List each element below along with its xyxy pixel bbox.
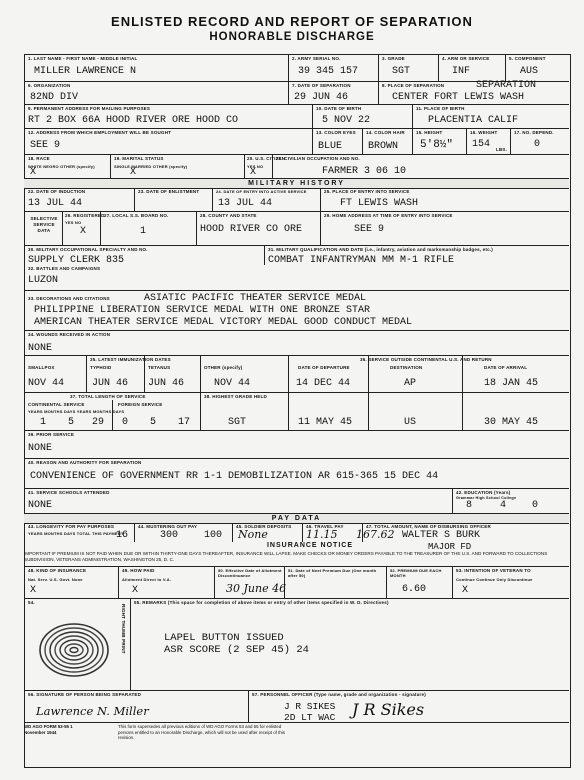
label-smallpox: SMALLPOX bbox=[28, 365, 55, 370]
rule bbox=[24, 104, 569, 105]
remarks-line-2: ASR SCORE (2 SEP 45) 24 bbox=[164, 644, 309, 656]
label-how-paid: 49. HOW PAID bbox=[122, 568, 155, 573]
label-total-amount: 47. TOTAL AMOUNT, NAME OF DISBURSING OFFICER bbox=[366, 524, 491, 529]
thumb-print-label: RIGHT THUMB PRINT bbox=[121, 604, 126, 654]
label-race: 18. RACE bbox=[28, 156, 50, 161]
label-organization: 6. ORGANIZATION bbox=[28, 83, 71, 88]
divider bbox=[505, 54, 506, 81]
divider bbox=[62, 211, 63, 245]
destination-1: AP bbox=[404, 378, 417, 389]
label-remarks: 55. REMARKS (This space for completion of above items or entry of other items specified in W. D. Directives) bbox=[134, 600, 389, 605]
typhoid-value: JUN 46 bbox=[92, 378, 129, 389]
divider bbox=[320, 211, 321, 245]
divider bbox=[462, 355, 463, 430]
sep-date-value: 29 JUN 46 bbox=[294, 92, 349, 103]
label-destination: DESTINATION bbox=[390, 365, 423, 370]
marital-options: SINGLE MARRIED OTHER (specify) bbox=[114, 164, 188, 169]
label-intention: 53. INTENTION OF VETERAN TO bbox=[456, 568, 531, 573]
label-sep-place: 8. PLACE OF SEPARATION bbox=[382, 83, 445, 88]
military-history-band: MILITARY HISTORY bbox=[24, 178, 569, 189]
form-supersession-note: This form supersedes all previous editions of WD AGO Forms 53 and 55 for enlisted persons entitled to an Honorable Discharge, which will not be used after receipt of this revision. bbox=[118, 724, 285, 740]
divider bbox=[438, 54, 439, 81]
organization-value: 82ND DIV bbox=[30, 92, 79, 103]
highest-grade-value: SGT bbox=[228, 417, 247, 428]
education-grammar: 8 bbox=[466, 500, 473, 511]
marital-mark: X bbox=[130, 167, 137, 178]
divider bbox=[134, 187, 135, 211]
label-induction: 22. DATE OF INDUCTION bbox=[28, 189, 86, 194]
label-arm: 4. ARM OR SERVICE bbox=[442, 56, 490, 61]
divider bbox=[232, 523, 233, 542]
divider bbox=[378, 54, 379, 81]
label-decorations: 33. DECORATIONS AND CITATIONS bbox=[28, 296, 110, 301]
pob-value: PLACENTIA CALIF bbox=[428, 115, 519, 126]
serial-value: 39 345 157 bbox=[298, 66, 359, 77]
rule bbox=[24, 430, 569, 431]
tetanus-value: JUN 46 bbox=[148, 378, 185, 389]
divider bbox=[118, 566, 119, 598]
label-dob: 10. DATE OF BIRTH bbox=[316, 106, 362, 111]
divider bbox=[302, 523, 303, 542]
divider bbox=[362, 128, 363, 154]
label-sep-date: 7. DATE OF SEPARATION bbox=[292, 83, 351, 88]
county-value: HOOD RIVER CO ORE bbox=[200, 224, 303, 235]
label-other-immunization: OTHER (specify) bbox=[204, 365, 243, 370]
name-value: MILLER LAWRENCE N bbox=[34, 66, 137, 77]
label-mustering-out: 44. MUSTERING OUT PAY bbox=[138, 524, 198, 529]
label-serial: 2. ARMY SERIAL NO. bbox=[292, 56, 341, 61]
label-kind-insurance: 48. KIND OF INSURANCE bbox=[28, 568, 87, 573]
home-address-value: SEE 9 bbox=[354, 224, 385, 235]
label-employment-address: 12. ADDRESS FROM WHICH EMPLOYMENT WILL BE SOUGHT bbox=[28, 130, 172, 135]
decorations-line-2: PHILIPPINE LIBERATION SERVICE MEDAL WITH ONE BRONZE STAR bbox=[34, 305, 371, 316]
height-value: 5'8½" bbox=[420, 139, 454, 151]
label-reason: 40. REASON AND AUTHORITY FOR SEPARATION bbox=[28, 460, 142, 465]
weight-value: 154 bbox=[472, 139, 491, 150]
active-value: 13 JUL 44 bbox=[218, 198, 273, 209]
occupation-value: FARMER 3 06 10 bbox=[322, 166, 407, 177]
divider bbox=[452, 488, 453, 513]
form-subtitle: HONORABLE DISCHARGE bbox=[209, 31, 375, 43]
label-entry-place: 25. PLACE OF ENTRY INTO SERVICE bbox=[324, 189, 410, 194]
label-marital: 19. MARITAL STATUS bbox=[114, 156, 164, 161]
label-registered: 26. REGISTERED bbox=[65, 213, 105, 218]
label-departure: DATE OF DEPARTURE bbox=[298, 365, 350, 370]
rule bbox=[24, 128, 569, 129]
label-signature: 56. SIGNATURE OF PERSON BEING SEPARATED bbox=[28, 692, 142, 697]
foreign-months: 5 bbox=[150, 417, 157, 428]
intention-options: Continue Continue Only Discontinue bbox=[456, 577, 533, 582]
divider bbox=[288, 54, 289, 104]
label-eyes: 13. COLOR EYES bbox=[316, 130, 356, 135]
label-typhoid: TYPHOID bbox=[90, 365, 112, 370]
citizen-options: YES NO bbox=[247, 164, 264, 169]
rule bbox=[24, 488, 569, 489]
form-identifier: WD AGO FORM 53-55 1 November 1944 bbox=[24, 724, 73, 735]
label-tetanus: TETANUS bbox=[148, 365, 171, 370]
cont-years: 1 bbox=[40, 417, 47, 428]
rule bbox=[24, 598, 569, 599]
education-high-school: 4 bbox=[500, 500, 507, 511]
how-paid-options: Allotment Direct to V.A. bbox=[122, 577, 172, 582]
label-wounds: 34. WOUNDS RECEIVED IN ACTION bbox=[28, 332, 111, 337]
sep-place-value: CENTER FORT LEWIS WASH bbox=[392, 92, 525, 103]
total-amount-value: 167.62 bbox=[356, 528, 395, 541]
destination-2: US bbox=[404, 417, 417, 428]
mustering-payment: 100 bbox=[204, 530, 223, 541]
label-dependents: 17. NO. DEPEND. bbox=[514, 130, 554, 135]
divider bbox=[248, 690, 249, 722]
label-county: 28. COUNTY AND STATE bbox=[200, 213, 257, 218]
longevity-days: 16 bbox=[116, 530, 129, 541]
allotment-date-value: 30 June 46 bbox=[226, 582, 287, 595]
dependents-value: 0 bbox=[534, 139, 541, 150]
label-name: 1. LAST NAME - FIRST NAME - MIDDLE INITIAL bbox=[28, 56, 138, 61]
form-title: ENLISTED RECORD AND REPORT OF SEPARATION bbox=[111, 14, 473, 29]
race-mark: X bbox=[30, 167, 37, 178]
personnel-officer-name: J R SIKES bbox=[284, 701, 336, 712]
divider bbox=[110, 154, 111, 178]
mos-value: SUPPLY CLERK 835 bbox=[28, 255, 125, 266]
soldier-signature: Lawrence N. Miller bbox=[36, 704, 149, 718]
dob-value: 5 NOV 22 bbox=[322, 115, 371, 126]
departure-2: 11 MAY 45 bbox=[298, 417, 353, 428]
travel-pay-value: 11.15 bbox=[306, 528, 338, 541]
arm-value: INF bbox=[452, 66, 471, 77]
label-active: 24. DATE OF ENTRY INTO ACTIVE SERVICE bbox=[216, 189, 307, 194]
entry-place-value: FT LEWIS WASH bbox=[340, 198, 419, 209]
rule bbox=[24, 690, 569, 691]
divider bbox=[412, 128, 413, 154]
race-options: WHITE NEGRO OTHER (specify) bbox=[28, 164, 95, 169]
eyes-value: BLUE bbox=[318, 141, 343, 152]
divider bbox=[368, 355, 369, 430]
label-enlistment: 23. DATE OF ENLISTMENT bbox=[138, 189, 200, 194]
label-schools: 41. SERVICE SCHOOLS ATTENDED bbox=[28, 490, 110, 495]
deposits-value: None bbox=[238, 528, 268, 541]
insurance-mark: X bbox=[30, 585, 37, 596]
label-personnel-officer: 57. PERSONNEL OFFICER (Type name, grade and organization - signature) bbox=[252, 692, 426, 697]
other-immunization-value: NOV 44 bbox=[214, 378, 251, 389]
component-value: AUS bbox=[520, 66, 539, 77]
disbursing-officer-rank: MAJOR FD bbox=[428, 542, 472, 552]
hair-value: BROWN bbox=[368, 141, 399, 152]
label-pob: 11. PLACE OF BIRTH bbox=[416, 106, 465, 111]
education-columns: Grammar High School College bbox=[456, 496, 517, 500]
divider bbox=[214, 566, 215, 598]
label-height: 15. HEIGHT bbox=[416, 130, 443, 135]
label-next-premium: 51. Date of Next Premium Due (One month after 50) bbox=[288, 568, 377, 578]
battles-value: LUZON bbox=[28, 275, 59, 286]
decorations-line-1: ASIATIC PACIFIC THEATER SERVICE MEDAL bbox=[144, 293, 367, 304]
divider bbox=[466, 128, 467, 154]
divider bbox=[312, 104, 313, 128]
qualification-value: COMBAT INFANTRYMAN MM M-1 RIFLE bbox=[268, 255, 455, 266]
rule bbox=[24, 330, 569, 331]
foreign-days: 17 bbox=[178, 417, 191, 428]
divider bbox=[264, 245, 265, 265]
label-board: 27. LOCAL S.S. BOARD NO. bbox=[104, 213, 169, 218]
divider bbox=[378, 81, 379, 104]
pay-columns: YEARS MONTHS DAYS TOTAL THIS PAYMENT bbox=[28, 531, 124, 536]
sep-place-tag: SEPARATION bbox=[476, 80, 537, 91]
thumbprint-image bbox=[34, 616, 114, 680]
how-paid-mark: X bbox=[132, 585, 139, 596]
label-longevity: 43. LONGEVITY FOR PAY PURPOSES bbox=[28, 524, 115, 529]
label-thumb-box: 54. bbox=[28, 600, 35, 605]
premium-value: 6.60 bbox=[402, 584, 427, 595]
education-college: 0 bbox=[532, 500, 539, 511]
divider bbox=[130, 598, 131, 690]
employment-address-value: SEE 9 bbox=[30, 140, 61, 151]
divider bbox=[288, 355, 289, 430]
length-columns: YEARS MONTHS DAYS YEARS MONTHS DAYS bbox=[28, 409, 125, 414]
divider bbox=[452, 566, 453, 598]
departure-1: 14 DEC 44 bbox=[296, 378, 351, 389]
lbs-label: LBS. bbox=[496, 147, 508, 152]
label-weight: 16. WEIGHT bbox=[470, 130, 498, 135]
label-travel-pay: 46. TRAVEL PAY bbox=[306, 524, 344, 529]
disbursing-officer: WALTER S BURK bbox=[402, 530, 481, 541]
label-premium-due: 52. PREMIUM DUE EACH MONTH bbox=[390, 568, 442, 578]
rule bbox=[24, 290, 569, 291]
arrival-2: 30 MAY 45 bbox=[484, 417, 539, 428]
decorations-line-3: AMERICAN THEATER SERVICE MEDAL VICTORY MEDAL GOOD CONDUCT MEDAL bbox=[34, 317, 413, 328]
address-value: RT 2 BOX 66A HOOD RIVER ORE HOOD CO bbox=[28, 115, 239, 126]
label-prior-service: 39. PRIOR SERVICE bbox=[28, 432, 75, 437]
label-service-outside: 36. SERVICE OUTSIDE CONTINENTAL U.S. AND RETURN bbox=[360, 357, 492, 362]
intention-mark: X bbox=[462, 585, 469, 596]
label-occupation: 21. CIVILIAN OCCUPATION AND NO. bbox=[276, 156, 360, 161]
divider bbox=[200, 355, 201, 393]
mustering-total: 300 bbox=[160, 530, 179, 541]
divider bbox=[134, 523, 135, 542]
divider bbox=[112, 400, 113, 430]
divider bbox=[196, 211, 197, 245]
grade-value: SGT bbox=[392, 66, 411, 77]
cont-months: 5 bbox=[68, 417, 75, 428]
registered-options: YES NO bbox=[65, 220, 82, 225]
divider bbox=[386, 566, 387, 598]
divider bbox=[86, 355, 87, 393]
label-deposits: 45. SOLDIER DEPOSITS bbox=[236, 524, 292, 529]
selective-service-label: SELECTIVE SERVICE DATA bbox=[30, 216, 58, 233]
divider bbox=[412, 104, 413, 128]
insurance-important-notice: IMPORTANT IF PREMIUM IS NOT PAID WHEN DUE OR WITHIN THIRTY-ONE DAYS THEREAFTER, INSURANCE WILL LAPSE. MAKE CHECKS OR MONEY ORDERS PAYABLE TO THE TREASURER OF THE U.S. AND FORWARD TO COLLECTIONS SUBDIVISION, VETERANS ADMINISTRATION, WASHINGTON 25, D. C. bbox=[24, 551, 548, 562]
label-arrival: DATE OF ARRIVAL bbox=[484, 365, 528, 370]
rule bbox=[24, 154, 569, 155]
divider bbox=[244, 154, 245, 178]
label-length-of-service: 37. TOTAL LENGTH OF SERVICE bbox=[70, 394, 146, 399]
label-battles: 32. BATTLES AND CAMPAIGNS bbox=[28, 266, 101, 271]
wounds-value: NONE bbox=[28, 343, 53, 354]
label-immunization: 35. LATEST IMMUNIZATION DATES bbox=[90, 357, 171, 362]
label-foreign: FOREIGN SERVICE bbox=[118, 402, 163, 407]
insurance-kinds: Nat. Serv. U.S. Govt. None bbox=[28, 577, 83, 582]
label-mos: 30. MILITARY OCCUPATIONAL SPECIALTY AND NO. bbox=[28, 247, 148, 252]
label-grade: 3. GRADE bbox=[382, 56, 405, 61]
foreign-years: 0 bbox=[122, 417, 129, 428]
induction-value: 13 JUL 44 bbox=[28, 198, 83, 209]
divider bbox=[200, 392, 201, 430]
divider bbox=[312, 128, 313, 154]
label-education: 42. EDUCATION (Years) bbox=[456, 490, 511, 495]
remarks-line-1: LAPEL BUTTON ISSUED bbox=[164, 632, 284, 644]
label-home-address: 29. HOME ADDRESS AT TIME OF ENTRY INTO SERVICE bbox=[324, 213, 453, 218]
personnel-officer-signature: J R Sikes bbox=[352, 700, 425, 719]
schools-value: NONE bbox=[28, 500, 53, 511]
divider bbox=[320, 187, 321, 211]
label-qualification: 31. MILITARY QUALIFICATION AND DATE (i.e., infantry, aviation and marksmanship badges, etc.) bbox=[268, 247, 493, 252]
reason-value: CONVENIENCE OF GOVERNMENT RR 1-1 DEMOBILIZATION AR 615-365 15 DEC 44 bbox=[30, 471, 439, 482]
label-highest-grade: 38. HIGHEST GRADE HELD bbox=[204, 394, 267, 399]
prior-service-value: NONE bbox=[28, 443, 53, 454]
rule bbox=[24, 211, 569, 212]
citizen-mark: X bbox=[250, 167, 257, 178]
label-allotment-date: 50. Effective Date of Allotment Discontinuance bbox=[218, 568, 282, 578]
label-citizen: 20. U.S. CITIZEN bbox=[247, 156, 286, 161]
rule bbox=[24, 355, 569, 356]
rule bbox=[24, 566, 569, 567]
insurance-notice-band: INSURANCE NOTICE bbox=[266, 542, 353, 549]
rule bbox=[24, 392, 569, 393]
registered-mark: X bbox=[80, 226, 87, 237]
label-component: 5. COMPONENT bbox=[509, 56, 546, 61]
label-continental: CONTINENTAL SERVICE bbox=[28, 402, 85, 407]
rule bbox=[24, 458, 569, 459]
label-address: 9. PERMANENT ADDRESS FOR MAILING PURPOSES bbox=[28, 106, 151, 111]
cont-days: 29 bbox=[92, 417, 105, 428]
personnel-officer-grade: 2D LT WAC bbox=[284, 712, 336, 723]
divider bbox=[510, 128, 511, 154]
pay-data-band: PAY DATA bbox=[24, 513, 569, 524]
divider bbox=[212, 187, 213, 211]
board-value: 1 bbox=[140, 226, 147, 237]
label-hair: 14. COLOR HAIR bbox=[366, 130, 405, 135]
arrival-1: 18 JAN 45 bbox=[484, 378, 539, 389]
rule bbox=[24, 245, 569, 246]
smallpox-value: NOV 44 bbox=[28, 378, 65, 389]
